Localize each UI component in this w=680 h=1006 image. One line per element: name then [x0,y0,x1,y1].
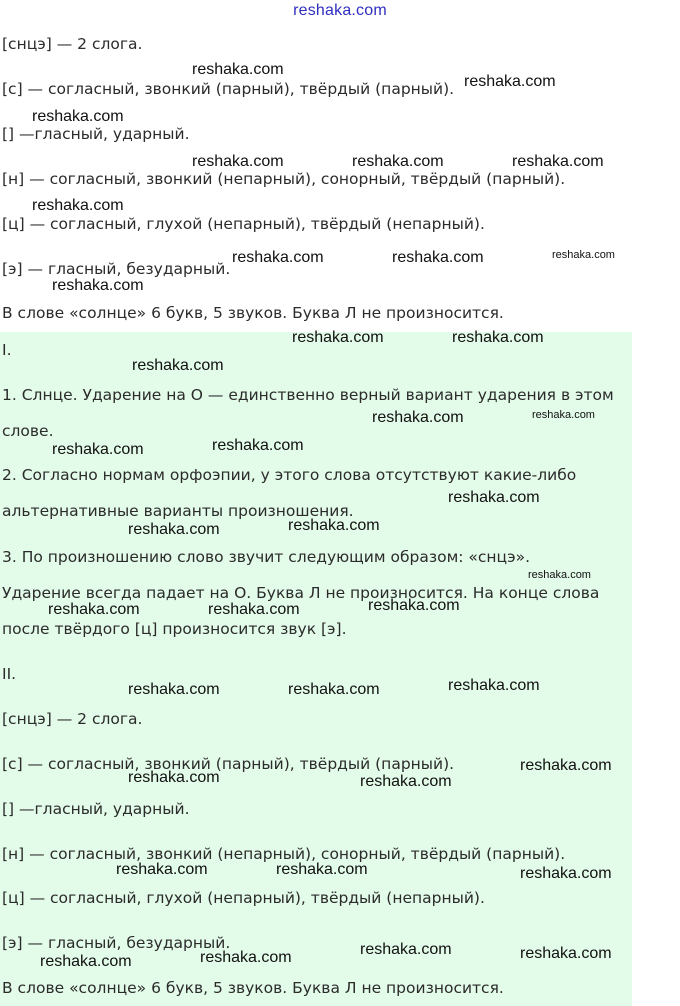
text-line: [] —гласный, ударный. [2,125,190,143]
watermark: reshaka.com [352,153,444,170]
watermark: reshaka.com [52,441,144,458]
watermark: reshaka.com [360,941,452,958]
text-line: после твёрдого [ц] произносится звук [э]. [2,620,347,638]
watermark: reshaka.com [452,329,544,346]
section-heading: II. [2,665,17,683]
text-line: [с] — согласный, звонкий (парный), твёрдый (парный). [2,755,455,773]
watermark: reshaka.com [48,601,140,618]
text-line: [э] — гласный, безударный. [2,934,231,952]
watermark: reshaka.com [276,861,368,878]
site-link[interactable]: reshaka.com [293,2,387,19]
watermark: reshaka.com [208,601,300,618]
watermark: reshaka.com [212,437,304,454]
watermark: reshaka.com [464,73,556,90]
watermark: reshaka.com [520,757,612,774]
watermark: reshaka.com [448,677,540,694]
watermark: reshaka.com [200,949,292,966]
text-line: [с] — согласный, звонкий (парный), твёрдый (парный). [2,80,455,98]
watermark: reshaka.com [392,249,484,266]
watermark: reshaka.com [128,521,220,538]
text-line: Ударение всегда падает на О. Буква Л не произносится. На конце слова [2,584,600,602]
text-line: [э] — гласный, безударный. [2,260,231,278]
text-line: [ц] — согласный, глухой (непарный), твёрдый (непарный). [2,215,485,233]
watermark: reshaka.com [132,357,224,374]
text-line: [] —гласный, ударный. [2,800,190,818]
text-line: [снцэ] — 2 слога. [2,35,143,53]
watermark: reshaka.com [528,569,591,581]
watermark: reshaka.com [116,861,208,878]
watermark: reshaka.com [40,953,132,970]
watermark: reshaka.com [192,153,284,170]
watermark: reshaka.com [192,61,284,78]
watermark: reshaka.com [520,945,612,962]
section-heading: I. [2,341,12,359]
text-line: 1. Слнце. Ударение на О — единственно верный вариант ударения в этом [2,386,614,404]
watermark: reshaka.com [32,108,124,125]
text-line: слове. [2,422,54,440]
watermark: reshaka.com [532,409,595,421]
watermark: reshaka.com [520,865,612,882]
text-line: [н] — согласный, звонкий (непарный), сонорный, твёрдый (парный). [2,845,566,863]
text-line: [н] — согласный, звонкий (непарный), сонорный, твёрдый (парный). [2,170,566,188]
watermark: reshaka.com [512,153,604,170]
watermark: reshaka.com [128,769,220,786]
text-line: [снцэ] — 2 слога. [2,710,143,728]
text-line: 3. По произношению слово звучит следующим образом: «снцэ». [2,548,531,566]
text-line: [ц] — согласный, глухой (непарный), твёрдый (непарный). [2,889,485,907]
watermark: reshaka.com [288,681,380,698]
watermark: reshaka.com [292,329,384,346]
text-line: В слове «солнце» 6 букв, 5 звуков. Буква Л не произносится. [2,979,504,997]
text-line: 2. Согласно нормам орфоэпии, у этого слова отсутствуют какие-либо [2,466,577,484]
text-line: альтернативные варианты произношения. [2,502,354,520]
watermark: reshaka.com [52,277,144,294]
watermark: reshaka.com [448,489,540,506]
watermark: reshaka.com [232,249,324,266]
text-line: В слове «солнце» 6 букв, 5 звуков. Буква Л не произносится. [2,304,504,322]
watermark: reshaka.com [32,197,124,214]
watermark: reshaka.com [552,249,615,261]
watermark: reshaka.com [288,517,380,534]
watermark: reshaka.com [360,773,452,790]
watermark: reshaka.com [372,409,464,426]
watermark: reshaka.com [128,681,220,698]
watermark: reshaka.com [368,597,460,614]
